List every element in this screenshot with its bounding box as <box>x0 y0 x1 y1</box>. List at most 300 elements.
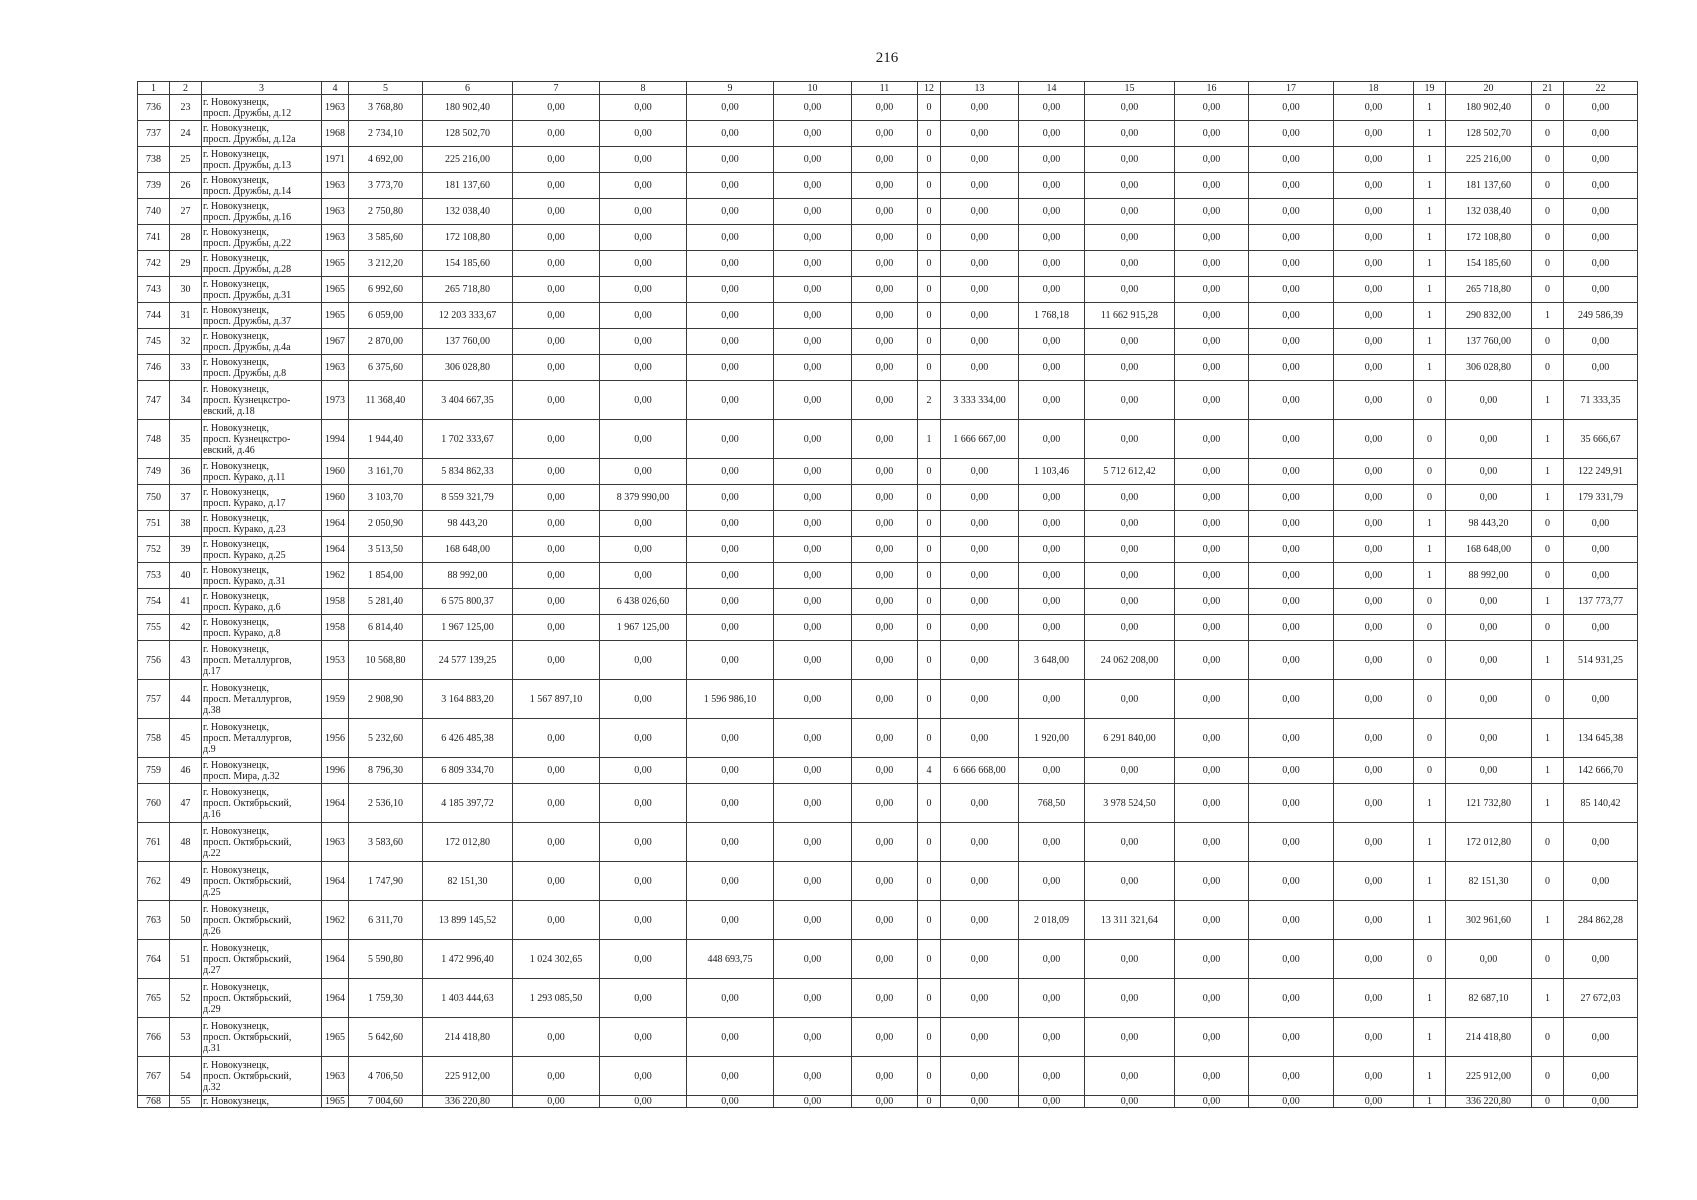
table-cell: 0,00 <box>1334 459 1414 485</box>
table-cell: 0,00 <box>1249 680 1334 719</box>
table-cell: 737 <box>138 121 170 147</box>
table-cell: 0,00 <box>941 615 1019 641</box>
address-cell: г. Новокузнецк, просп. Курако, д.31 <box>202 563 322 589</box>
table-cell: 0,00 <box>600 1018 687 1057</box>
table-cell: 0,00 <box>774 784 852 823</box>
table-cell: 0,00 <box>513 719 600 758</box>
table-cell: 0 <box>1532 940 1564 979</box>
table-cell: 128 502,70 <box>423 121 513 147</box>
table-cell: 49 <box>170 862 202 901</box>
table-cell: 0,00 <box>1085 277 1175 303</box>
table-row <box>138 1096 1638 1108</box>
table-cell: 0,00 <box>1175 758 1249 784</box>
table-cell: 0 <box>918 784 941 823</box>
table-cell: 249 586,39 <box>1564 303 1638 329</box>
table-cell: 0,00 <box>1334 225 1414 251</box>
table-cell: 1 <box>1414 199 1446 225</box>
table-cell: 4 706,50 <box>349 1057 423 1096</box>
table-cell: 1958 <box>322 615 349 641</box>
table-cell: 132 038,40 <box>1446 199 1532 225</box>
table-cell: 0 <box>1414 758 1446 784</box>
table-cell: 0,00 <box>774 355 852 381</box>
table-cell: 0,00 <box>1085 199 1175 225</box>
table-cell: 181 137,60 <box>423 173 513 199</box>
table-cell: 1 <box>1532 485 1564 511</box>
table-cell: 514 931,25 <box>1564 641 1638 680</box>
table-cell: 0,00 <box>600 199 687 225</box>
table-cell: 758 <box>138 719 170 758</box>
table-cell: 1960 <box>322 485 349 511</box>
table-cell: 0,00 <box>600 784 687 823</box>
table-cell: 766 <box>138 1018 170 1057</box>
table-cell: 0,00 <box>1564 940 1638 979</box>
table-cell: 154 185,60 <box>423 251 513 277</box>
table-cell: 0,00 <box>687 537 774 563</box>
table-cell: 1973 <box>322 381 349 420</box>
table-cell: 0,00 <box>1085 563 1175 589</box>
table-cell: 0,00 <box>1019 329 1085 355</box>
table-cell: 754 <box>138 589 170 615</box>
table-cell: 0,00 <box>513 420 600 459</box>
table-cell: 0,00 <box>1175 615 1249 641</box>
table-cell: 0,00 <box>1085 615 1175 641</box>
table-cell: 0,00 <box>1564 225 1638 251</box>
table-cell: 0,00 <box>941 329 1019 355</box>
table-cell: 128 502,70 <box>1446 121 1532 147</box>
table-cell: 1968 <box>322 121 349 147</box>
table-cell: 1 <box>1532 901 1564 940</box>
table-cell: 0,00 <box>1175 862 1249 901</box>
table-cell: 1 759,30 <box>349 979 423 1018</box>
table-cell: 3 333 334,00 <box>941 381 1019 420</box>
table-cell: 0,00 <box>941 940 1019 979</box>
table-cell: 0 <box>1532 355 1564 381</box>
table-cell: 0,00 <box>1249 563 1334 589</box>
table-cell: 8 379 990,00 <box>600 485 687 511</box>
table-row <box>138 680 1638 719</box>
table-cell: 0,00 <box>1564 1096 1638 1108</box>
table-cell: 0,00 <box>600 459 687 485</box>
table-cell: 214 418,80 <box>423 1018 513 1057</box>
column-header-7: 7 <box>513 82 600 95</box>
table-cell: 180 902,40 <box>1446 95 1532 121</box>
page-number: 216 <box>875 50 899 66</box>
table-cell: 0,00 <box>1175 95 1249 121</box>
table-cell: 0 <box>918 719 941 758</box>
table-cell: 0,00 <box>852 355 918 381</box>
table-cell: 0,00 <box>1085 251 1175 277</box>
table-cell: 1 567 897,10 <box>513 680 600 719</box>
table-cell: 1 <box>1414 563 1446 589</box>
table-cell: 0,00 <box>774 225 852 251</box>
table-cell: 23 <box>170 95 202 121</box>
table-cell: 33 <box>170 355 202 381</box>
table-cell: 0 <box>918 277 941 303</box>
table-cell: 1 <box>1414 537 1446 563</box>
table-cell: 0,00 <box>1249 979 1334 1018</box>
table-cell: 0,00 <box>852 823 918 862</box>
table-cell: 34 <box>170 381 202 420</box>
table-cell: 0,00 <box>941 173 1019 199</box>
table-cell: 1 024 302,65 <box>513 940 600 979</box>
table-cell: 0,00 <box>1019 381 1085 420</box>
table-cell: 0,00 <box>1249 485 1334 511</box>
table-cell: 1 <box>1532 589 1564 615</box>
table-cell: 0 <box>1532 225 1564 251</box>
table-cell: 0,00 <box>1019 615 1085 641</box>
table-row <box>138 784 1638 823</box>
table-cell: 1994 <box>322 420 349 459</box>
table-cell: 0 <box>1414 641 1446 680</box>
table-cell: 0 <box>918 901 941 940</box>
table-cell: 0,00 <box>513 199 600 225</box>
table-cell: 0,00 <box>600 758 687 784</box>
table-cell: 1 <box>1414 225 1446 251</box>
table-cell: 54 <box>170 1057 202 1096</box>
table-cell: 745 <box>138 329 170 355</box>
table-cell: 38 <box>170 511 202 537</box>
table-cell: 137 760,00 <box>1446 329 1532 355</box>
table-cell: 0,00 <box>1249 641 1334 680</box>
table-row <box>138 511 1638 537</box>
table-cell: 0,00 <box>513 121 600 147</box>
table-cell: 225 912,00 <box>423 1057 513 1096</box>
table-cell: 0,00 <box>1564 95 1638 121</box>
table-cell: 0,00 <box>1085 862 1175 901</box>
table-cell: 5 712 612,42 <box>1085 459 1175 485</box>
table-cell: 0,00 <box>600 979 687 1018</box>
table-cell: 0,00 <box>1334 719 1414 758</box>
table-cell: 0,00 <box>600 862 687 901</box>
table-cell: 0,00 <box>774 901 852 940</box>
table-cell: 0 <box>918 979 941 1018</box>
table-cell: 0,00 <box>1446 680 1532 719</box>
table-cell: 1 <box>1414 901 1446 940</box>
table-cell: 0,00 <box>1175 511 1249 537</box>
table-cell: 0,00 <box>1175 1057 1249 1096</box>
table-cell: 0,00 <box>1249 589 1334 615</box>
table-cell: 7 004,60 <box>349 1096 423 1108</box>
address-cell: г. Новокузнецк, просп. Дружбы, д.37 <box>202 303 322 329</box>
table-cell: 0,00 <box>1564 563 1638 589</box>
table-cell: 0,00 <box>1564 251 1638 277</box>
table-cell: 43 <box>170 641 202 680</box>
table-cell: 0,00 <box>600 1057 687 1096</box>
table-cell: 26 <box>170 173 202 199</box>
table-cell: 0,00 <box>1249 95 1334 121</box>
table-cell: 0,00 <box>600 940 687 979</box>
table-cell: 0 <box>918 563 941 589</box>
table-cell: 0,00 <box>1334 979 1414 1018</box>
column-header-12: 12 <box>918 82 941 95</box>
table-cell: 738 <box>138 147 170 173</box>
table-cell: 0 <box>1414 680 1446 719</box>
table-cell: 0,00 <box>774 563 852 589</box>
table-cell: 0,00 <box>1334 277 1414 303</box>
table-cell: 0,00 <box>774 758 852 784</box>
table-cell: 1996 <box>322 758 349 784</box>
table-cell: 306 028,80 <box>423 355 513 381</box>
table-cell: 50 <box>170 901 202 940</box>
table-cell: 0,00 <box>941 225 1019 251</box>
table-cell: 0,00 <box>852 563 918 589</box>
table-cell: 0,00 <box>1249 1096 1334 1108</box>
table-row <box>138 381 1638 420</box>
table-cell: 29 <box>170 251 202 277</box>
table-cell: 0,00 <box>1334 1057 1414 1096</box>
table-cell: 0 <box>1532 823 1564 862</box>
table-cell: 0,00 <box>1249 862 1334 901</box>
table-cell: 0,00 <box>941 199 1019 225</box>
column-header-9: 9 <box>687 82 774 95</box>
table-cell: 0,00 <box>513 1096 600 1108</box>
table-cell: 1965 <box>322 251 349 277</box>
table-cell: 1 <box>1414 277 1446 303</box>
table-cell: 0,00 <box>1249 147 1334 173</box>
table-cell: 1965 <box>322 303 349 329</box>
table-cell: 10 568,80 <box>349 641 423 680</box>
table-cell: 0,00 <box>1334 784 1414 823</box>
table-cell: 0,00 <box>852 277 918 303</box>
address-cell: г. Новокузнецк, просп. Кузнецкстро- евский, д.18 <box>202 381 322 420</box>
table-cell: 0,00 <box>600 680 687 719</box>
table-cell: 0,00 <box>1175 979 1249 1018</box>
column-header-21: 21 <box>1532 82 1564 95</box>
table-cell: 172 012,80 <box>423 823 513 862</box>
address-cell: г. Новокузнецк, <box>202 1096 322 1108</box>
table-cell: 25 <box>170 147 202 173</box>
table-cell: 0,00 <box>1564 680 1638 719</box>
table-cell: 0,00 <box>1019 537 1085 563</box>
table-cell: 740 <box>138 199 170 225</box>
table-cell: 0,00 <box>774 1057 852 1096</box>
table-cell: 0,00 <box>774 277 852 303</box>
table-cell: 0,00 <box>1249 420 1334 459</box>
table-cell: 762 <box>138 862 170 901</box>
table-cell: 1 747,90 <box>349 862 423 901</box>
table-cell: 0,00 <box>687 485 774 511</box>
table-cell: 0,00 <box>1019 225 1085 251</box>
table-cell: 0,00 <box>941 719 1019 758</box>
table-cell: 0,00 <box>1019 251 1085 277</box>
table-cell: 0,00 <box>1334 1096 1414 1108</box>
table-cell: 0 <box>1414 420 1446 459</box>
table-cell: 30 <box>170 277 202 303</box>
table-cell: 760 <box>138 784 170 823</box>
table-cell: 6 426 485,38 <box>423 719 513 758</box>
table-cell: 5 232,60 <box>349 719 423 758</box>
table-cell: 0,00 <box>774 537 852 563</box>
table-cell: 0,00 <box>1249 758 1334 784</box>
table-cell: 45 <box>170 719 202 758</box>
table-row <box>138 862 1638 901</box>
address-cell: г. Новокузнецк, просп. Металлургов, д.9 <box>202 719 322 758</box>
table-cell: 168 648,00 <box>423 537 513 563</box>
table-cell: 0,00 <box>1334 680 1414 719</box>
table-cell: 1 <box>1532 641 1564 680</box>
table-cell: 0,00 <box>1564 173 1638 199</box>
table-row <box>138 1018 1638 1057</box>
table-cell: 2 908,90 <box>349 680 423 719</box>
table-cell: 0,00 <box>513 511 600 537</box>
table-cell: 0,00 <box>1249 784 1334 823</box>
table-cell: 0,00 <box>774 95 852 121</box>
table-cell: 752 <box>138 537 170 563</box>
table-cell: 0,00 <box>852 95 918 121</box>
table-cell: 1 <box>1414 511 1446 537</box>
table-cell: 0,00 <box>1564 329 1638 355</box>
table-cell: 3 404 667,35 <box>423 381 513 420</box>
table-cell: 0,00 <box>687 459 774 485</box>
table-cell: 6 575 800,37 <box>423 589 513 615</box>
table-cell: 1 472 996,40 <box>423 940 513 979</box>
table-cell: 0,00 <box>1334 251 1414 277</box>
table-cell: 3 585,60 <box>349 225 423 251</box>
table-cell: 0 <box>1414 615 1446 641</box>
table-cell: 1 <box>1414 784 1446 823</box>
table-cell: 0,00 <box>941 511 1019 537</box>
table-cell: 179 331,79 <box>1564 485 1638 511</box>
table-cell: 0,00 <box>1334 537 1414 563</box>
table-cell: 0,00 <box>1564 277 1638 303</box>
table-cell: 1 <box>1532 381 1564 420</box>
table-cell: 71 333,35 <box>1564 381 1638 420</box>
table-cell: 37 <box>170 485 202 511</box>
table-cell: 0,00 <box>941 563 1019 589</box>
table-cell: 741 <box>138 225 170 251</box>
table-cell: 0,00 <box>774 511 852 537</box>
table-cell: 1963 <box>322 1057 349 1096</box>
table-cell: 0,00 <box>1564 121 1638 147</box>
table-cell: 134 645,38 <box>1564 719 1638 758</box>
table-cell: 35 666,67 <box>1564 420 1638 459</box>
table-cell: 0,00 <box>1085 95 1175 121</box>
table-cell: 0,00 <box>1019 95 1085 121</box>
table-cell: 748 <box>138 420 170 459</box>
table-cell: 0,00 <box>852 1096 918 1108</box>
table-cell: 0,00 <box>600 277 687 303</box>
table-cell: 1 <box>1414 147 1446 173</box>
table-cell: 28 <box>170 225 202 251</box>
table-cell: 0,00 <box>1085 589 1175 615</box>
table-cell: 0,00 <box>1564 199 1638 225</box>
column-header-10: 10 <box>774 82 852 95</box>
table-row <box>138 95 1638 121</box>
table-row <box>138 199 1638 225</box>
column-header-22: 22 <box>1564 82 1638 95</box>
table-cell: 0,00 <box>1175 147 1249 173</box>
table-cell: 5 642,60 <box>349 1018 423 1057</box>
table-cell: 0,00 <box>1019 589 1085 615</box>
table-cell: 0 <box>1414 381 1446 420</box>
table-cell: 0,00 <box>513 485 600 511</box>
table-row <box>138 641 1638 680</box>
table-cell: 1964 <box>322 537 349 563</box>
table-cell: 746 <box>138 355 170 381</box>
table-cell: 0,00 <box>774 147 852 173</box>
table-cell: 0,00 <box>1019 277 1085 303</box>
table-cell: 0,00 <box>774 329 852 355</box>
table-cell: 1953 <box>322 641 349 680</box>
table-cell: 0,00 <box>1334 823 1414 862</box>
table-cell: 1959 <box>322 680 349 719</box>
table-cell: 0 <box>918 615 941 641</box>
table-cell: 0,00 <box>852 199 918 225</box>
table-row <box>138 329 1638 355</box>
table-cell: 1964 <box>322 784 349 823</box>
table-cell: 46 <box>170 758 202 784</box>
address-cell: г. Новокузнецк, просп. Октябрьский, д.22 <box>202 823 322 862</box>
table-cell: 0 <box>1414 485 1446 511</box>
table-cell: 0,00 <box>941 277 1019 303</box>
table-cell: 0,00 <box>852 121 918 147</box>
table-cell: 225 912,00 <box>1446 1057 1532 1096</box>
table-cell: 0,00 <box>1019 680 1085 719</box>
address-cell: г. Новокузнецк, просп. Дружбы, д.12 <box>202 95 322 121</box>
table-cell: 51 <box>170 940 202 979</box>
column-header-19: 19 <box>1414 82 1446 95</box>
table-cell: 0,00 <box>687 758 774 784</box>
table-cell: 0,00 <box>941 641 1019 680</box>
table-cell: 1971 <box>322 147 349 173</box>
table-row <box>138 537 1638 563</box>
table-cell: 0,00 <box>852 251 918 277</box>
table-cell: 1 <box>1414 1096 1446 1108</box>
table-cell: 744 <box>138 303 170 329</box>
table-cell: 0,00 <box>774 641 852 680</box>
table-cell: 0,00 <box>941 355 1019 381</box>
table-cell: 3 768,80 <box>349 95 423 121</box>
table-cell: 763 <box>138 901 170 940</box>
table-cell: 1964 <box>322 979 349 1018</box>
table-cell: 0,00 <box>687 563 774 589</box>
table-cell: 0 <box>1532 173 1564 199</box>
address-cell: г. Новокузнецк, просп. Дружбы, д.4а <box>202 329 322 355</box>
table-cell: 0,00 <box>1249 121 1334 147</box>
table-cell: 0,00 <box>1564 537 1638 563</box>
table-cell: 1965 <box>322 277 349 303</box>
table-cell: 0,00 <box>1249 1018 1334 1057</box>
address-cell: г. Новокузнецк, просп. Дружбы, д.22 <box>202 225 322 251</box>
table-cell: 0 <box>918 173 941 199</box>
table-cell: 0,00 <box>513 147 600 173</box>
table-cell: 0,00 <box>513 589 600 615</box>
table-cell: 168 648,00 <box>1446 537 1532 563</box>
table-cell: 0,00 <box>1175 1096 1249 1108</box>
table-cell: 0,00 <box>1175 329 1249 355</box>
table-cell: 6 992,60 <box>349 277 423 303</box>
column-header-15: 15 <box>1085 82 1175 95</box>
table-cell: 0,00 <box>687 1018 774 1057</box>
table-cell: 0,00 <box>1175 641 1249 680</box>
table-cell: 0 <box>918 537 941 563</box>
table-cell: 1 403 444,63 <box>423 979 513 1018</box>
table-cell: 0 <box>1532 511 1564 537</box>
table-cell: 0,00 <box>1249 511 1334 537</box>
table-cell: 13 899 145,52 <box>423 901 513 940</box>
table-cell: 48 <box>170 823 202 862</box>
table-cell: 0 <box>1532 199 1564 225</box>
table-cell: 0 <box>918 1096 941 1108</box>
table-cell: 0 <box>1532 563 1564 589</box>
table-row <box>138 823 1638 862</box>
table-cell: 98 443,20 <box>423 511 513 537</box>
table-cell: 0,00 <box>774 719 852 758</box>
table-cell: 1 <box>1414 251 1446 277</box>
register-body <box>138 95 1638 1108</box>
table-cell: 172 108,80 <box>423 225 513 251</box>
table-cell: 1962 <box>322 901 349 940</box>
